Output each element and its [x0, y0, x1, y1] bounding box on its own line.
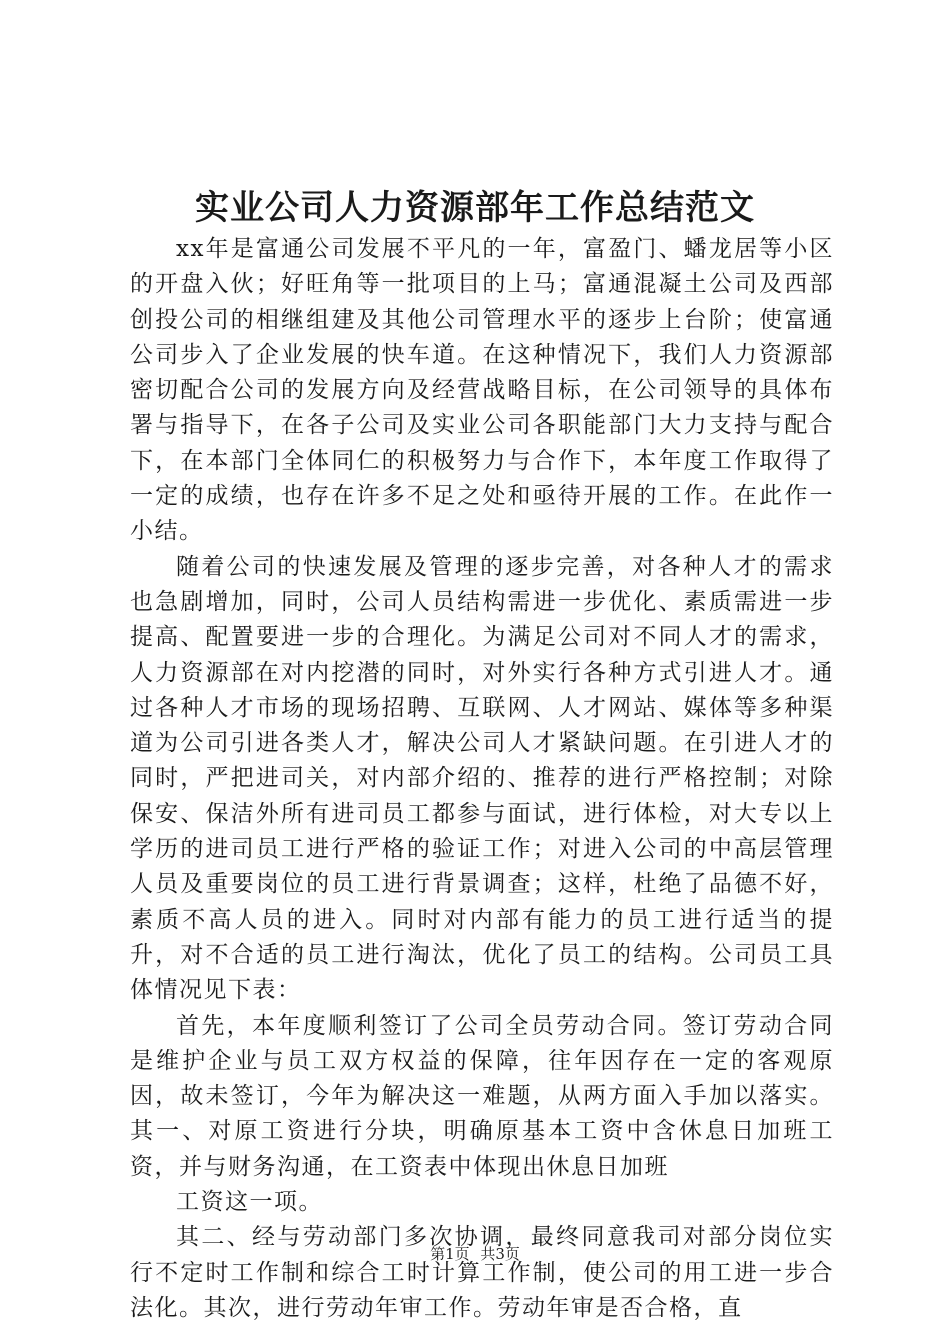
page-number: 第1页	[430, 1245, 470, 1263]
paragraph-5: 其二、经与劳动部门多次协调，最终同意我司对部分岗位实行不定时工作制和综合工时计算工作制，使公司的用工进一步合法化。其次，进行劳动年审工作。劳动年审是否合格，直	[130, 1224, 834, 1321]
paragraph-1: xx年是富通公司发展不平凡的一年，富盈门、蟠龙居等小区的开盘入伙；好旺角等一批项目的上马；富通混凝土公司及西部创投公司的相继组建及其他公司管理水平的逐步上台阶；使富通公司步入了企业发展的快车道。在这种情况下，我们人力资源部密切配合公司的发展方向及经营战略目标，在公司领导的具体布署与指导下，在各子公司及实业公司各职能部门大力支持与配合下，在本部门全体同仁的积极努力与合作下，本年度工作取得了一定的成绩，也存在许多不足之处和亟待开展的工作。在此作一小结。	[130, 236, 834, 545]
document-title: 实业公司人力资源部年工作总结范文	[195, 188, 755, 228]
page-total: 共3页	[480, 1245, 520, 1263]
page-footer	[0, 1243, 950, 1265]
paragraph-4: 工资这一项。	[176, 1189, 323, 1216]
paragraph-3: 首先，本年度顺利签订了公司全员劳动合同。签订劳动合同是维护企业与员工双方权益的保障，往年因存在一定的客观原因，故未签订，今年为解决这一难题，从两方面入手加以落实。其一、对原工资进行分块，明确原基本工资中含休息日加班工资，并与财务沟通，在工资表中体现出休息日加班	[130, 1012, 834, 1180]
paragraph-2: 随着公司的快速发展及管理的逐步完善，对各种人才的需求也急剧增加，同时，公司人员结构需进一步优化、素质需进一步提高、配置要进一步的合理化。为满足公司对不同人才的需求，人力资源部在对内挖潜的同时，对外实行各种方式引进人才。通过各种人才市场的现场招聘、互联网、人才网站、媒体等多种渠道为公司引进各类人才，解决公司人才紧缺问题。在引进人才的同时，严把进司关，对内部介绍的、推荐的进行严格控制；对除保安、保洁外所有进司员工都参与面试，进行体检，对大专以上学历的进司员工进行严格的验证工作；对进入公司的中高层管理人员及重要岗位的员工进行背景调查；这样，杜绝了品德不好，素质不高人员的进入。同时对内部有能力的员工进行适当的提升，对不合适的员工进行淘汰，优化了员工的结构。公司员工具体情况见下表：	[130, 553, 834, 1004]
document-body	[130, 232, 834, 1326]
